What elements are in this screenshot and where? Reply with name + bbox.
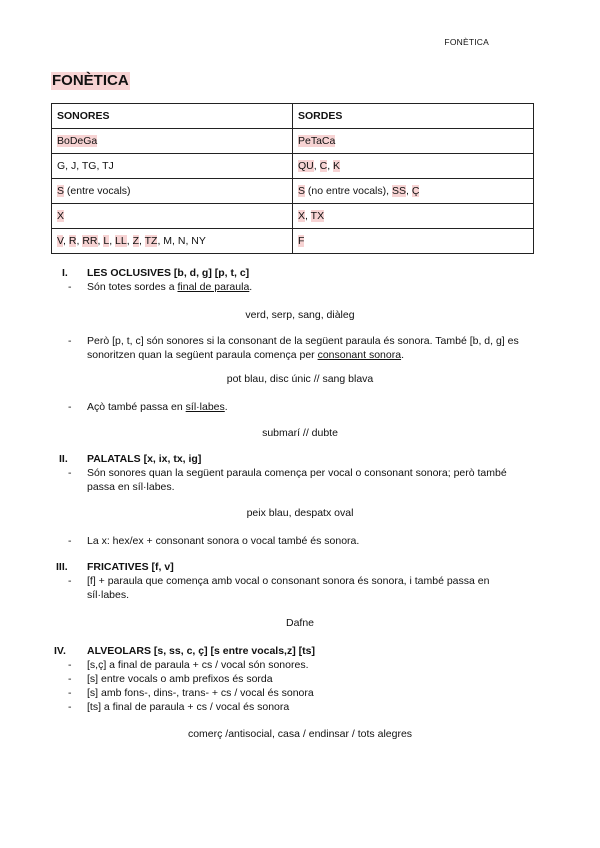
section-title: PALATALS [x, ix, tx, ig]: [87, 453, 202, 465]
text-run: , M, N, NY: [157, 235, 206, 247]
highlighted-text: C: [319, 160, 328, 172]
cell-sonores: [52, 204, 293, 229]
section-title: FRICATIVES [f, v]: [87, 561, 174, 573]
text-run: Són sonores quan la següent paraula comença per vocal o consonant sonora; però també passa en síl·labes.: [87, 467, 507, 493]
column-header-sordes: SORDES: [293, 104, 534, 129]
cell-sonores: [52, 179, 293, 204]
text-run: ,: [313, 160, 320, 172]
bullet-item: [87, 466, 533, 494]
bullet-item: [87, 400, 533, 414]
bullet-item: [87, 534, 533, 548]
running-header: FONÈTICA: [444, 37, 489, 47]
example-line: submarí // dubte: [262, 427, 338, 439]
cell-sonores: [52, 229, 293, 254]
example-line: pot blau, disc únic // sang blava: [226, 373, 374, 385]
cell-sordes: [293, 129, 534, 154]
text-run: ,: [97, 235, 104, 247]
text-run: ,: [305, 210, 311, 222]
text-run: .: [224, 401, 228, 413]
highlighted-text: TX: [310, 210, 325, 222]
cell-sonores: [52, 154, 293, 179]
text-run: .: [249, 281, 253, 293]
text-run: ,: [63, 235, 69, 247]
underlined-text: síl·labes: [185, 401, 225, 413]
highlighted-text: TZ: [144, 235, 158, 247]
sections: [0, 266, 600, 741]
text-run: (entre vocals): [64, 185, 131, 197]
highlighted-text: X: [298, 210, 306, 222]
highlighted-text: L: [103, 235, 110, 247]
section-numeral: I.: [62, 267, 68, 279]
cell-sordes: [293, 204, 534, 229]
section: [0, 266, 600, 440]
text-run: [ts] a final de paraula + cs / vocal és sonora: [87, 701, 290, 713]
text-run: (no entre vocals),: [305, 185, 392, 197]
highlighted-text: V: [57, 235, 64, 247]
section-title: ALVEOLARS [s, ss, c, ç] [s entre vocals,z] [ts]: [87, 645, 315, 657]
text-run: [s] amb fons-, dins-, trans- + cs / vocal és sonora: [87, 687, 314, 699]
section-heading: [0, 452, 600, 466]
highlighted-text: S: [298, 185, 306, 197]
text-run: Però [p, t, c] són sonores si la consonant de la següent paraula és sonora. També [b, d, g] es sonoritzen quan la següent paraula comença per: [87, 335, 519, 361]
highlighted-text: Ç: [411, 185, 420, 197]
text-run: Açò també passa en: [87, 401, 186, 413]
example-line: Dafne: [285, 617, 315, 629]
section-numeral: IV.: [54, 645, 66, 657]
cell-sordes: [293, 229, 534, 254]
bullet-item: [87, 672, 533, 686]
text-run: [s] entre vocals o amb prefixos és sorda: [87, 673, 273, 685]
highlighted-text: X: [57, 210, 65, 222]
text-run: .: [401, 349, 404, 361]
example-line: peix blau, despatx oval: [246, 507, 354, 519]
column-header-sonores: SONORES: [52, 104, 293, 129]
table-row: [52, 229, 534, 254]
highlighted-text: SS: [391, 185, 406, 197]
section-heading: [0, 644, 600, 658]
bullet-item: [87, 686, 533, 700]
highlighted-text: PeTaCa: [298, 135, 336, 147]
text-run: G, J, TG, TJ: [57, 160, 114, 172]
table-header-row: [52, 104, 534, 129]
text-run: [s,ç] a final de paraula + cs / vocal són sonores.: [87, 659, 309, 671]
section: [0, 452, 600, 548]
text-run: ,: [76, 235, 83, 247]
section-heading: [0, 560, 600, 574]
bullet-item: [87, 658, 533, 672]
text-run: Són totes sordes a: [87, 281, 178, 293]
highlighted-text: QU: [298, 160, 314, 172]
example-line: verd, serp, sang, diàleg: [245, 309, 355, 321]
text-run: ,: [138, 235, 145, 247]
section: [0, 644, 600, 741]
highlighted-text: K: [333, 160, 341, 172]
table-row: [52, 179, 534, 204]
section: [0, 560, 600, 630]
highlighted-text: R: [68, 235, 77, 247]
highlighted-text: S: [57, 185, 65, 197]
table-row: [52, 154, 534, 179]
cell-sonores: [52, 129, 293, 154]
underlined-text: final de paraula: [177, 281, 250, 293]
section-numeral: III.: [56, 561, 68, 573]
table-row: [52, 204, 534, 229]
voicing-table: [51, 103, 534, 254]
highlighted-text: F: [298, 235, 305, 247]
bullet-item: [87, 334, 533, 362]
text-run: ,: [327, 160, 334, 172]
highlighted-text: LL: [115, 235, 127, 247]
bullet-item: [87, 574, 533, 602]
table-row: [52, 129, 534, 154]
underlined-text: consonant sonora: [317, 349, 402, 361]
text-run: ,: [405, 185, 412, 197]
section-numeral: II.: [59, 453, 68, 465]
document-title: FONÈTICA: [52, 72, 129, 89]
highlighted-text: RR: [82, 235, 98, 247]
text-run: La x: hex/ex + consonant sonora o vocal també és sonora.: [87, 535, 360, 547]
bullet-item: [87, 700, 533, 714]
section-heading: [0, 266, 600, 280]
text-run: ,: [126, 235, 133, 247]
highlighted-text: BoDeGa: [57, 135, 98, 147]
section-title: LES OCLUSIVES [b, d, g] [p, t, c]: [87, 267, 250, 279]
example-line: comerç /antisocial, casa / endinsar / tots alegres: [187, 728, 413, 740]
text-run: ,: [109, 235, 116, 247]
bullet-item: [87, 280, 533, 294]
text-run: [f] + paraula que comença amb vocal o consonant sonora és sonora, i també passa en síl·labes.: [87, 575, 490, 601]
cell-sordes: [293, 154, 534, 179]
cell-sordes: [293, 179, 534, 204]
highlighted-text: Z: [132, 235, 139, 247]
